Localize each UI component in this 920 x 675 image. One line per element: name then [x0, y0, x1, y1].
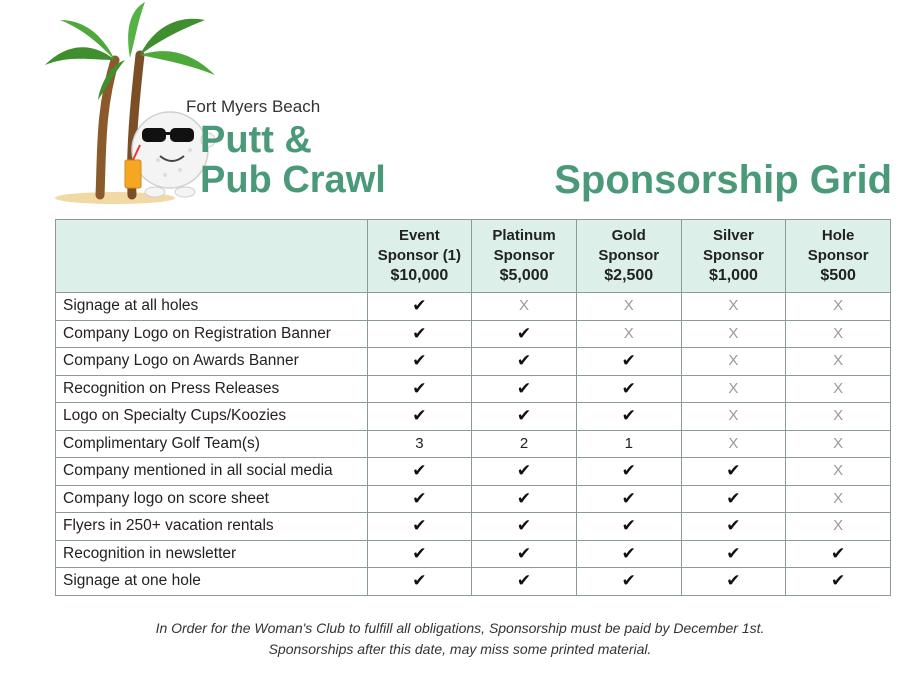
cell-count: 3: [415, 434, 424, 452]
cell-included: [367, 458, 472, 486]
benefit-label: Recognition in newsletter: [56, 540, 368, 568]
check-icon: ✔: [726, 488, 741, 508]
cell-included: [367, 568, 472, 596]
benefit-label: Flyers in 250+ vacation rentals: [56, 513, 368, 541]
benefit-label: Complimentary Golf Team(s): [56, 430, 368, 458]
table-row: [56, 430, 891, 458]
cell-not-included: [786, 293, 891, 321]
cell-included: [472, 540, 577, 568]
table-row: [56, 320, 891, 348]
cell-included: [681, 540, 786, 568]
check-icon: ✔: [621, 406, 636, 426]
cell-included: [576, 485, 681, 513]
cross-icon: X: [833, 517, 844, 535]
benefit-label: Logo on Specialty Cups/Koozies: [56, 403, 368, 431]
benefit-header: [56, 220, 368, 293]
cell-not-included: [681, 375, 786, 403]
cross-icon: X: [623, 324, 634, 342]
check-icon: ✔: [621, 516, 636, 536]
cross-icon: X: [833, 379, 844, 397]
brand-title-line1: Putt &: [200, 119, 312, 161]
table-row: [56, 568, 891, 596]
cell-not-included: [786, 320, 891, 348]
cell-included: [472, 320, 577, 348]
cell-count-cell: [576, 430, 681, 458]
column-line2: Sponsor (1): [377, 247, 462, 264]
column-price: $10,000: [390, 267, 449, 284]
column-price: $5,000: [499, 267, 549, 284]
check-icon: ✔: [831, 571, 846, 591]
cell-included: [681, 485, 786, 513]
cell-included: [367, 485, 472, 513]
cell-included: [472, 513, 577, 541]
column-header: [472, 220, 577, 293]
cell-included: [367, 540, 472, 568]
cross-icon: X: [833, 434, 844, 452]
cell-not-included: [786, 348, 891, 376]
check-icon: ✔: [412, 296, 427, 316]
check-icon: ✔: [621, 351, 636, 371]
check-icon: ✔: [412, 461, 427, 481]
table-row: [56, 293, 891, 321]
table-row: [56, 403, 891, 431]
cross-icon: X: [728, 352, 739, 370]
brand-title-line2: Pub Crawl: [200, 159, 386, 201]
check-icon: ✔: [726, 516, 741, 536]
cell-included: [681, 513, 786, 541]
table-body: [56, 293, 891, 596]
cross-icon: X: [833, 352, 844, 370]
cross-icon: X: [833, 407, 844, 425]
check-icon: ✔: [726, 461, 741, 481]
column-line1: Gold: [611, 227, 646, 244]
column-header: [367, 220, 472, 293]
check-icon: ✔: [621, 461, 636, 481]
cell-not-included: [786, 485, 891, 513]
cell-included: [681, 568, 786, 596]
cell-included: [367, 403, 472, 431]
cross-icon: X: [728, 407, 739, 425]
check-icon: ✔: [412, 378, 427, 398]
benefit-label: Signage at all holes: [56, 293, 368, 321]
cell-included: [367, 348, 472, 376]
footer-note: [0, 618, 920, 660]
check-icon: ✔: [412, 323, 427, 343]
check-icon: ✔: [516, 406, 532, 426]
check-icon: ✔: [516, 488, 532, 508]
cell-not-included: [786, 375, 891, 403]
column-price: $2,500: [604, 267, 654, 284]
column-header: [786, 220, 891, 293]
check-icon: ✔: [516, 378, 532, 398]
benefit-label: Signage at one hole: [56, 568, 368, 596]
check-icon: ✔: [516, 571, 532, 591]
check-icon: ✔: [516, 351, 532, 371]
check-icon: ✔: [412, 488, 427, 508]
check-icon: ✔: [621, 488, 636, 508]
cell-included: [367, 293, 472, 321]
table-row: [56, 485, 891, 513]
cell-not-included: [786, 430, 891, 458]
cross-icon: X: [833, 462, 844, 480]
check-icon: ✔: [412, 406, 427, 426]
cell-count-cell: [472, 430, 577, 458]
footer-line2: Sponsorships after this date, may miss some printed material.: [268, 641, 652, 657]
benefit-label: Recognition on Press Releases: [56, 375, 368, 403]
table-row: [56, 540, 891, 568]
cell-not-included: [576, 320, 681, 348]
cell-included: [576, 540, 681, 568]
cell-included: [576, 375, 681, 403]
table-row: [56, 513, 891, 541]
cell-included: [786, 568, 891, 596]
footer-line1: In Order for the Woman's Club to fulfill all obligations, Sponsorship must be paid by December 1st.: [155, 620, 765, 636]
cell-not-included: [681, 430, 786, 458]
cell-included: [576, 513, 681, 541]
cell-not-included: [576, 293, 681, 321]
brand-location: Fort Myers Beach: [186, 97, 321, 116]
cross-icon: X: [728, 324, 739, 342]
check-icon: ✔: [516, 543, 532, 563]
cross-icon: X: [728, 379, 739, 397]
cross-icon: X: [833, 489, 844, 507]
column-header: [681, 220, 786, 293]
cell-count-cell: [367, 430, 472, 458]
check-icon: ✔: [726, 571, 741, 591]
cell-included: [367, 320, 472, 348]
check-icon: ✔: [726, 543, 741, 563]
column-line1: Silver: [712, 227, 754, 244]
column-line2: Sponsor: [807, 247, 869, 264]
cell-not-included: [786, 458, 891, 486]
check-icon: ✔: [516, 461, 532, 481]
check-icon: ✔: [412, 571, 427, 591]
cell-included: [472, 348, 577, 376]
cell-included: [472, 403, 577, 431]
brand-title: [200, 120, 386, 200]
table-row: [56, 458, 891, 486]
column-line2: Sponsor: [598, 247, 660, 264]
cell-included: [367, 375, 472, 403]
cross-icon: X: [833, 297, 844, 315]
cell-included: [576, 403, 681, 431]
column-line2: Sponsor: [702, 247, 764, 264]
table-row: [56, 348, 891, 376]
cell-count: 1: [624, 434, 633, 452]
cross-icon: X: [623, 297, 634, 315]
cell-included: [681, 458, 786, 486]
check-icon: ✔: [831, 543, 846, 563]
benefit-label: Company Logo on Awards Banner: [56, 348, 368, 376]
cross-icon: X: [728, 434, 739, 452]
benefit-label: Company mentioned in all social media: [56, 458, 368, 486]
cell-not-included: [681, 293, 786, 321]
cell-not-included: [472, 293, 577, 321]
cross-icon: X: [833, 324, 844, 342]
cell-included: [576, 568, 681, 596]
cell-not-included: [786, 513, 891, 541]
cross-icon: X: [519, 297, 530, 315]
cell-included: [472, 485, 577, 513]
cell-included: [576, 458, 681, 486]
cell-included: [472, 458, 577, 486]
cell-included: [367, 513, 472, 541]
page-title: Sponsorship Grid: [554, 158, 892, 202]
column-price: $1,000: [708, 267, 758, 284]
cell-included: [786, 540, 891, 568]
column-line1: Event: [398, 227, 440, 244]
cell-not-included: [681, 320, 786, 348]
column-line1: Platinum: [492, 227, 556, 244]
column-price: $500: [820, 267, 856, 284]
cell-not-included: [681, 348, 786, 376]
check-icon: ✔: [516, 323, 532, 343]
cell-not-included: [786, 403, 891, 431]
cell-not-included: [681, 403, 786, 431]
check-icon: ✔: [412, 543, 427, 563]
table-header-row: [56, 220, 891, 293]
sponsorship-table: [55, 219, 891, 596]
benefit-label: Company Logo on Registration Banner: [56, 320, 368, 348]
cell-included: [472, 375, 577, 403]
cell-included: [576, 348, 681, 376]
benefit-label: Company logo on score sheet: [56, 485, 368, 513]
check-icon: ✔: [621, 571, 636, 591]
column-line2: Sponsor: [493, 247, 555, 264]
check-icon: ✔: [621, 543, 636, 563]
table-row: [56, 375, 891, 403]
check-icon: ✔: [621, 378, 636, 398]
cell-count: 2: [519, 434, 529, 452]
cell-included: [472, 568, 577, 596]
cross-icon: X: [728, 297, 739, 315]
check-icon: ✔: [412, 351, 427, 371]
column-line1: Hole: [821, 227, 855, 244]
check-icon: ✔: [516, 516, 532, 536]
column-header: [576, 220, 681, 293]
check-icon: ✔: [412, 516, 427, 536]
